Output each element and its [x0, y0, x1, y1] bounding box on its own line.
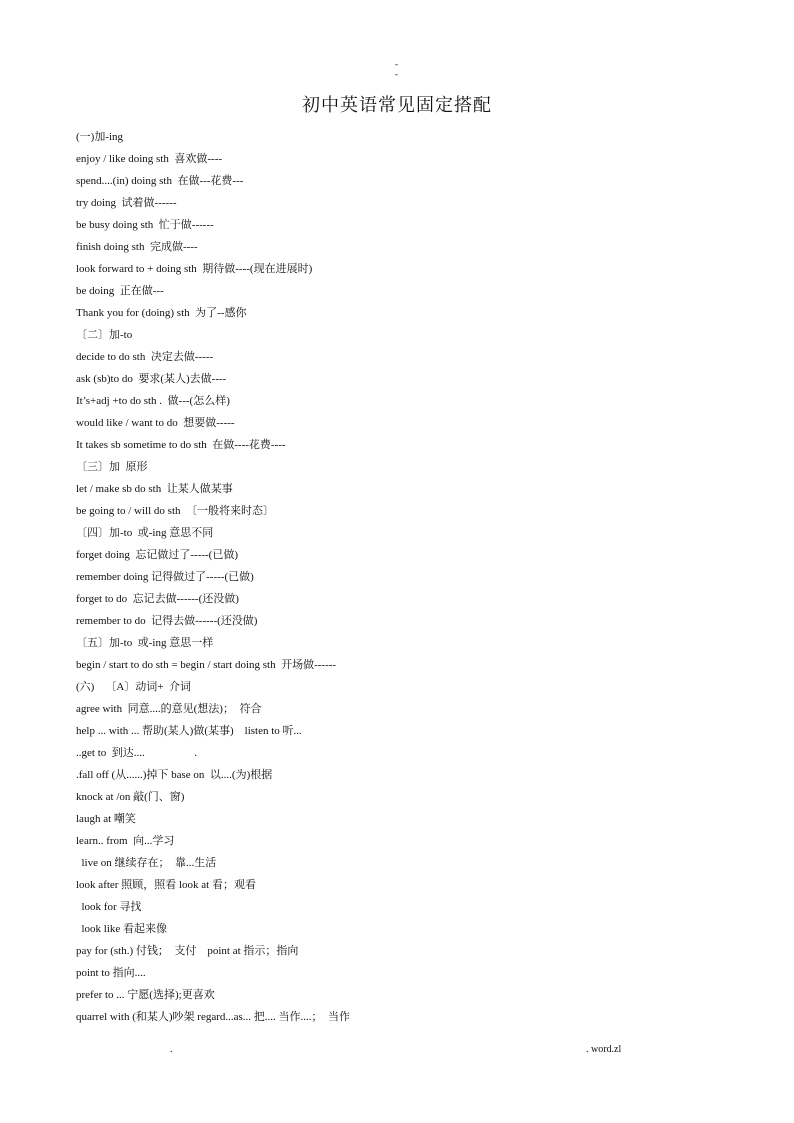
text-line: remember to do 记得去做------(还没做) — [76, 615, 258, 627]
text-line: knock at /on 敲(门、窗) — [76, 791, 185, 803]
text-line: ..get to 到达.... . — [76, 747, 197, 759]
text-line: It’s+adj +to do sth . 做---(怎么样) — [76, 395, 230, 407]
text-line: decide to do sth 决定去做----- — [76, 351, 214, 363]
text-line: (六) 〔A〕动词+ 介词 — [76, 681, 191, 693]
text-line: 〔五〕加-to 或-ing 意思一样 — [76, 637, 214, 649]
text-line: enjoy / like doing sth 喜欢做---- — [76, 153, 223, 165]
text-line: be going to / will do sth 〔一般将来时态〕 — [76, 505, 274, 517]
text-line: be busy doing sth 忙于做------ — [76, 219, 214, 231]
text-line: learn.. from 向...学习 — [76, 835, 175, 847]
text-line: Thank you for (doing) sth 为了--感你 — [76, 307, 247, 319]
text-line: .fall off (从......)掉下 base on 以....(为)根据 — [76, 769, 273, 781]
text-line: live on 继续存在； 靠...生活 — [76, 857, 217, 869]
text-line: finish doing sth 完成做---- — [76, 241, 198, 253]
text-line: 〔四〕加-to 或-ing 意思不同 — [76, 527, 214, 539]
text-line: 〔三〕加 原形 — [76, 461, 148, 473]
text-line: spend....(in) doing sth 在做---花费--- — [76, 175, 244, 187]
text-line: remember doing 记得做过了-----(已做) — [76, 571, 254, 583]
text-line: 〔二〕加-to — [76, 329, 133, 341]
text-line: (一)加-ing — [76, 131, 124, 143]
text-line: try doing 试着做------ — [76, 197, 177, 209]
text-line: point to 指向.... — [76, 967, 146, 979]
text-line: would like / want to do 想要做----- — [76, 417, 235, 429]
text-line: look like 看起来像 — [76, 923, 168, 935]
text-line: quarrel with (和某人)吵架 regard...as... 把.... 当作....； 当作 — [76, 1011, 351, 1023]
text-line: ask (sb)to do 要求(某人)去做---- — [76, 373, 227, 385]
header-marker-top: - — [395, 59, 398, 69]
text-line: let / make sb do sth 让某人做某事 — [76, 483, 233, 495]
footer-source: . word.zl — [586, 1044, 622, 1055]
text-line: look forward to + doing sth 期待做----(现在进展时) — [76, 263, 313, 275]
text-line: help ... with ... 帮助(某人)做(某事) listen to 听... — [76, 725, 302, 737]
page-title: 初中英语常见固定搭配 — [302, 95, 492, 116]
text-line: agree with 同意....的意见(想法)； 符合 — [76, 703, 262, 715]
text-line: forget to do 忘记去做------(还没做) — [76, 593, 239, 605]
header-marker-bottom: - — [395, 69, 398, 79]
text-line: laugh at 嘲笑 — [76, 813, 136, 825]
text-line: pay for (sth.) 付钱； 支付 point at 指示；指向 — [76, 945, 299, 957]
text-line: prefer to ... 宁愿(选择);更喜欢 — [76, 989, 215, 1001]
text-line: look after 照顾，照看 look at 看；观看 — [76, 879, 256, 891]
footer-left-mark: . — [170, 1044, 173, 1055]
text-line: forget doing 忘记做过了-----(已做) — [76, 549, 239, 561]
text-line: begin / start to do sth = begin / start doing sth 开场做------ — [76, 659, 337, 671]
document-body — [76, 126, 716, 1028]
text-line: look for 寻找 — [76, 901, 142, 913]
text-line: It takes sb sometime to do sth 在做----花费---- — [76, 439, 286, 451]
text-line: be doing 正在做--- — [76, 285, 164, 297]
